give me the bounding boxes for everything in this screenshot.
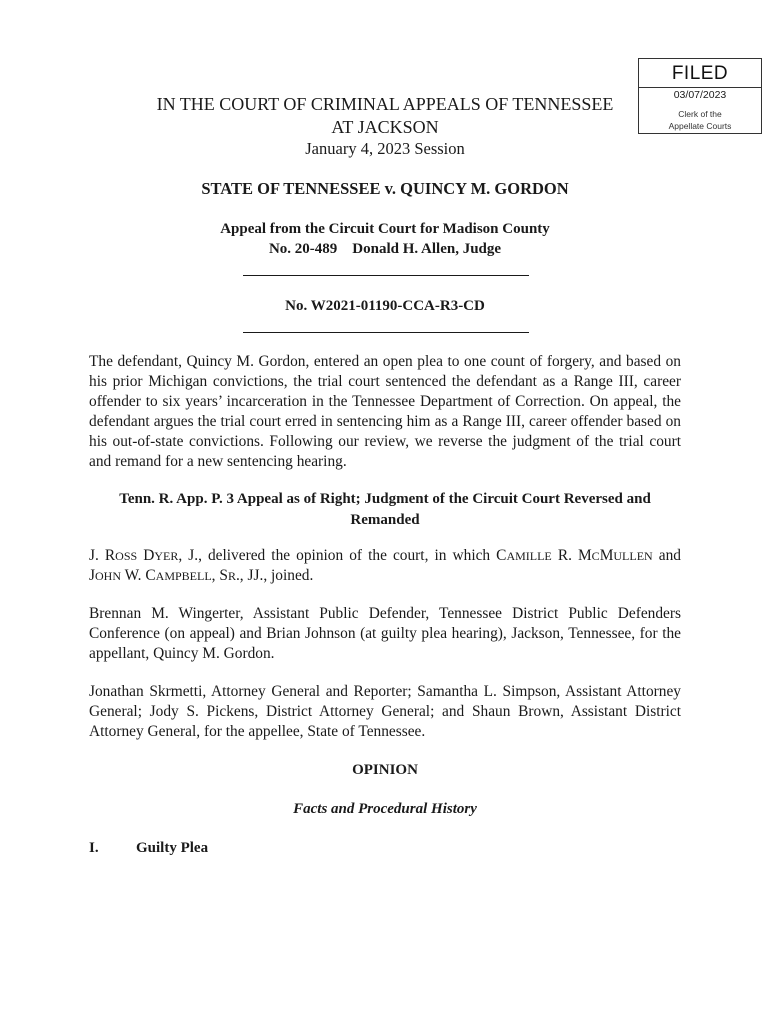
authorship-text: D [137,547,155,564]
authorship-text: C [591,549,600,563]
authorship-text: , J., delivered the opinion of the court, in which C [178,547,507,564]
appeal-from-line2: No. 20-489 Donald H. Allen, Judge [268,241,502,257]
authorship-text: and J [89,547,681,584]
session-date: January 4, 2023 Session [305,139,465,158]
court-name [0,93,770,139]
filed-stamp-date: 03/07/2023 [673,89,727,101]
authorship-text: AMILLE [506,549,552,563]
authorship-text: ., JJ., joined. [235,567,314,584]
rule-bottom [243,332,529,333]
filed-stamp-title: FILED [671,63,729,84]
case-summary: The defendant, Quincy M. Gordon, entered an open plea to one count of forgery, and based on his prior Michigan convictions, the trial court sentenced the defendant as a Range III, career offender to six years’ incarceration in the Tennessee Department of Correction. On appeal, the defendant argues the trial court erred in sentencing him as a Range III, career offender based on his out-of-state convictions. Following our review, we reverse the judgment of the trial court and remand for a new sentencing hearing. [89,353,681,470]
section-title: Guilty Plea [136,840,209,856]
filed-stamp-clerk-line1: Clerk of the [678,109,722,119]
section-number: I. [89,840,99,856]
court-name-line1: IN THE COURT OF CRIMINAL APPEALS OF TENNESSEE [156,94,614,114]
docket-number: No. W2021-01190-CCA-R3-CD [285,298,485,314]
appeal-from-line1: Appeal from the Circuit Court for Madison County [220,221,550,237]
authorship-text: OSS [115,549,138,563]
authorship-text: R [227,569,236,583]
court-name-line2: AT JACKSON [331,117,439,137]
authorship-text: YER [154,549,179,563]
facts-heading: Facts and Procedural History [293,801,477,817]
filed-stamp-divider [639,87,761,88]
appeal-from [0,219,770,259]
filed-stamp-clerk-line2: Appellate Courts [668,121,732,131]
case-title: STATE OF TENNESSEE v. QUINCY M. GORDON [201,179,569,198]
authorship-text: OHN [95,569,121,583]
authorship-text: M [599,547,614,564]
holding-line1: Tenn. R. App. P. 3 Appeal as of Right; Judgment of the Circuit Court Reversed and [119,491,651,507]
authorship-text: R. M [551,547,592,564]
rule-top [243,275,529,276]
authorship-text: ULLEN [613,549,653,563]
holding [89,489,681,531]
authorship-text: , S [211,567,228,584]
counsel-appellant: Brennan M. Wingerter, Assistant Public Defender, Tennessee District Public Defenders Conference (on appeal) and Brian Johnson (at guilty plea hearing), Jackson, Tennessee, for the appellant, Quincy M. Gordon. [89,605,681,662]
authorship-text: J. R [89,547,116,564]
authorship-text: AMPBELL [155,569,212,583]
authorship-text: W. C [121,567,156,584]
authorship-line [89,546,681,586]
counsel-appellee: Jonathan Skrmetti, Attorney General and Reporter; Samantha L. Simpson, Assistant Attorney General; Jody S. Pickens, District Attorney General; and Shaun Brown, Assistant District Attorney General, for the appellee, State of Tennessee. [89,683,681,740]
holding-line2: Remanded [350,512,420,528]
opinion-heading: OPINION [352,762,418,778]
